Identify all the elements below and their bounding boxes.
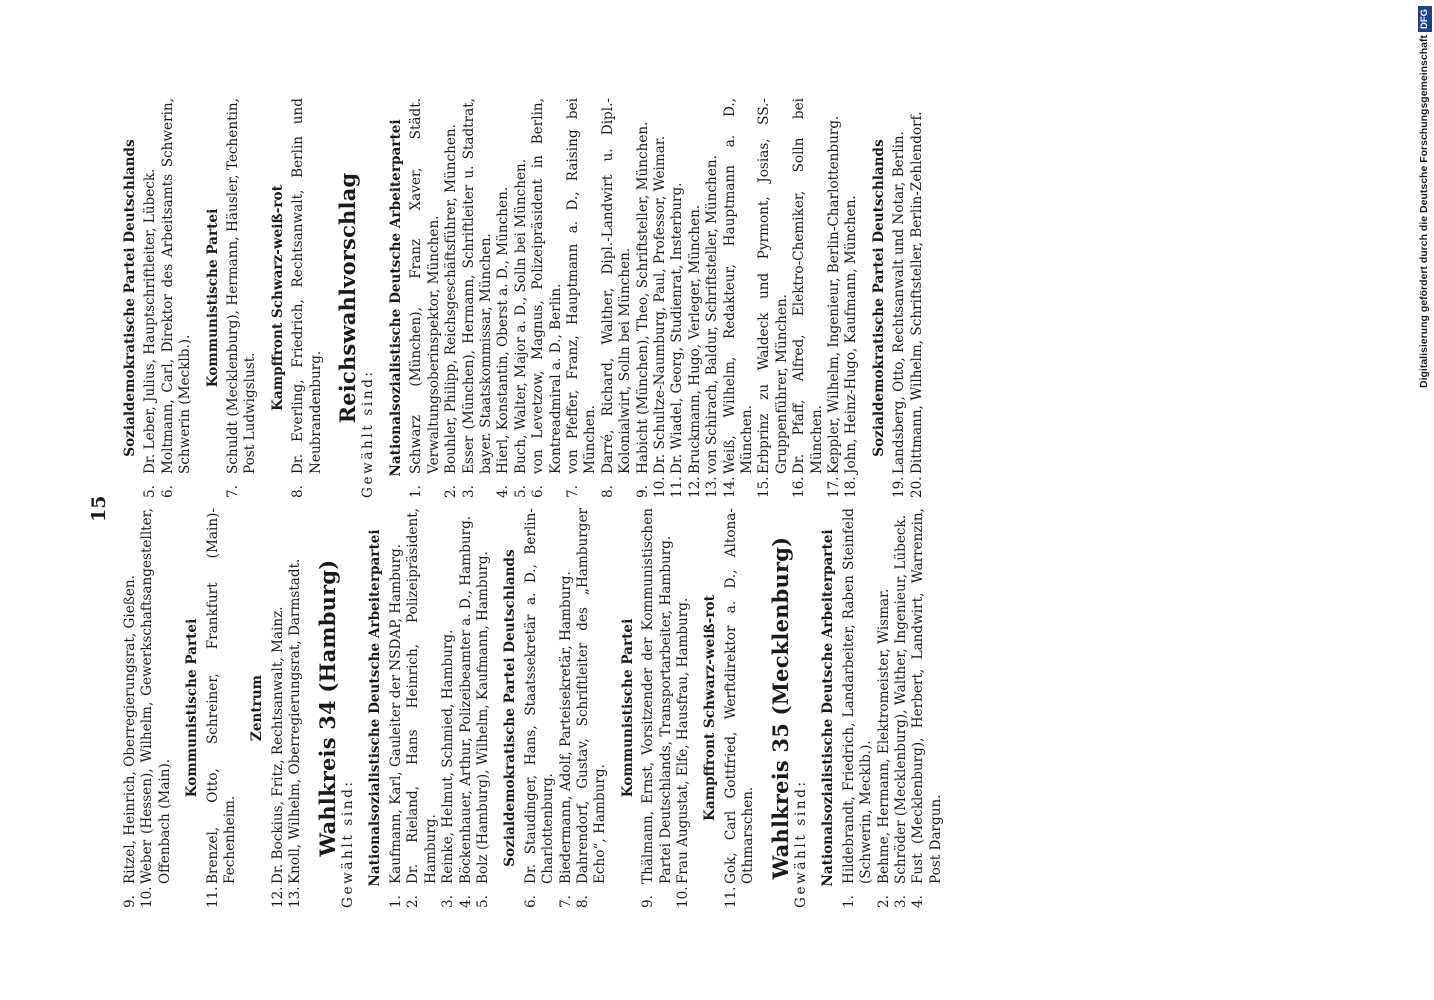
left-column — [122, 508, 945, 908]
list-item: 8. Dahrendorf, Gustav, Schriftleiter des „Hamburger Echo“, Hamburg. — [574, 508, 609, 908]
right-column — [122, 98, 926, 498]
page-number: 15 — [88, 495, 110, 522]
list-item: 5. Buch, Walter, Major a. D., Solln bei München. — [512, 158, 529, 498]
list-item: 9. Thälmann, Ernst, Vorsitzender der Kommunistischen Partei Deutschlands, Transportarbeiter, Hamburg. — [640, 508, 674, 908]
funding-note-text: Digitalisierung gefördert durch die Deutsche Forschungsgemeinschaft — [1418, 35, 1430, 388]
party-heading: Sozialdemokratische Partei Deutschlands — [502, 549, 519, 867]
party-heading: Kampffront Schwarz-weiß-rot — [702, 595, 719, 821]
elected-label: Gewählt sind: — [360, 369, 377, 498]
list-item: 4. Fust (Mecklenburg), Herbert, Landwirt, Warrenzin, Post Dargun. — [910, 508, 944, 908]
list-item: 4. Böckenhauer, Arthur, Polizeibeamter a. D., Hamburg. — [457, 515, 474, 908]
funding-note — [1417, 8, 1431, 388]
list-item: 6. von Levetzow, Magnus, Polizeipräsident in Berlin, Kontreadmiral a. D., Berlin. — [530, 98, 564, 498]
party-heading: Kommunistische Partei — [184, 618, 201, 798]
section-heading: Reichswahlvorschlag — [335, 172, 361, 424]
elected-label: Gewählt sind: — [340, 779, 357, 908]
list-item: 6. Moltmann, Carl, Direktor des Arbeitsamts Schwerin, Schwerin (Mecklb.). — [159, 98, 194, 498]
party-heading: Kommunistische Partei — [204, 208, 221, 388]
list-item: 5. Bolz (Hamburg), Wilhelm, Kaufmann, Hamburg. — [474, 551, 491, 908]
list-item: 11. Gok, Carl Gottfried, Werftdirektor a. D., Altona-Othmarschen. — [722, 508, 757, 908]
party-heading: Kommunistische Partei — [619, 618, 636, 798]
list-item: 2. Bouhler, Philipp, Reichsgeschäftsführer, München. — [443, 124, 460, 498]
list-item: 6. Dr. Staudinger, Hans, Staatssekretär a. D., Berlin-Charlottenburg. — [522, 508, 557, 908]
list-item: 13. von Schirach, Baldur, Schriftsteller, München. — [704, 155, 721, 498]
list-item: 17. Keppler, Wilhelm, Ingenieur, Berlin-Charlottenburg. — [826, 115, 843, 498]
list-item: 11. Dr. Wiadel, Georg, Studienrat, Insterburg. — [669, 182, 686, 498]
list-item: 2. Behme, Hermann, Elektromeister, Wismar. — [875, 588, 892, 908]
list-item: 8. Dr. Everling, Friedrich, Rechtsanwalt, Berlin und Neubrandenburg. — [290, 98, 324, 498]
list-item: 3. Esser (München), Hermann, Schriftleiter u. Stadtrat, bayer. Staatskommissar, München. — [460, 98, 494, 498]
list-item: 11. Brenzel, Otto, Schreiner, Frankfurt (Main)-Fechenheim. — [204, 508, 239, 908]
list-item: 1. Schwarz (München), Franz Xaver, Städt. Verwaltungsoberinspektor, München. — [408, 98, 442, 498]
list-item: 20. Dittmann, Wilhelm, Schriftsteller, Berlin-Zehlendorf. — [908, 111, 925, 498]
list-item: 3. Reinke, Helmut, Schmied, Hamburg. — [440, 629, 457, 908]
list-item: 1. Kaufmann, Karl, Gauleiter der NSDAP, Hamburg. — [387, 543, 404, 908]
list-item: 2. Dr. Rieland, Hans Heinrich, Polizeipräsident, Hamburg. — [405, 508, 439, 908]
list-item: 13. Knoll, Wilhelm, Oberregierungsrat, Darmstadt. — [287, 558, 304, 908]
list-item: 18. John, Heinz-Hugo, Kaufmann, München. — [843, 195, 860, 498]
list-item: 19. Landsberg, Otto, Rechtsanwalt und Notar, Berlin. — [891, 131, 908, 498]
list-item: 8. Darré, Richard, Walther, Dipl.-Landwirt u. Dipl.-Kolonialwirt, Solln bei München. — [599, 98, 634, 498]
list-item: 7. Biedermann, Adolf, Parteisekretär, Hamburg. — [557, 571, 574, 908]
list-item: 9. Ritzel, Heinrich, Oberregierungsrat, Gießen. — [122, 575, 138, 908]
list-item: 15. Erbprinz zu Waldeck und Pyrmont, Josias, SS.-Gruppenführer, München. — [756, 98, 790, 498]
party-heading: Sozialdemokratische Partei Deutschlands — [122, 139, 138, 457]
list-item: 7. Schuldt (Mecklenburg), Hermann, Häusler, Techentin, Post Ludwigslust. — [225, 98, 259, 498]
elected-label: Gewählt sind: — [793, 779, 809, 908]
list-item: 5. Dr. Leber, Julius, Hauptschriftleiter, Lübeck. — [142, 168, 159, 498]
dfg-logo: DFG — [1418, 6, 1432, 32]
list-item: 14. Weiß, Wilhelm, Redakteur, Hauptmann a. D., München. — [721, 98, 755, 498]
party-heading: Nationalsozialistische Deutsche Arbeiterpartei — [367, 529, 384, 887]
list-item: 12. Bruckmann, Hugo, Verleger, München. — [686, 204, 703, 498]
list-item: 1. Hildebrandt, Friedrich, Landarbeiter, Raben Steinfeld (Schwerin, Mecklb.). — [840, 508, 875, 908]
party-heading: Nationalsozialistische Deutsche Arbeiterpartei — [820, 529, 837, 887]
section-heading: Wahlkreis 35 (Mecklenburg) — [767, 536, 793, 880]
funding-sidebar — [1417, 8, 1431, 388]
list-item: 10. Dr. Schultze-Naumburg, Paul, Professor, Weimar. — [651, 135, 668, 498]
list-item: 10. Weber (Hessen), Wilhelm, Gewerkschaftsangestellter, Offenbach (Main). — [139, 508, 173, 908]
list-item: 3. Schröder (Mecklenburg), Walther, Ingenieur, Lübeck. — [893, 514, 910, 908]
list-item: 16. Dr. Pfaff, Alfred, Elektro-Chemiker, Solln bei München. — [791, 98, 825, 498]
party-heading: Zentrum — [249, 674, 266, 742]
list-item: 9. Habicht (München), Theo, Schriftsteller, München. — [634, 121, 651, 498]
list-item: 10. Frau Augustat, Elfe, Hausfrau, Hamburg. — [674, 597, 691, 908]
list-item: 7. von Pfeffer, Franz, Hauptmann a. D., Raising bei München. — [564, 98, 599, 498]
party-heading: Nationalsozialistische Deutsche Arbeiterpartei — [387, 119, 404, 477]
list-item: 4. Hierl, Konstantin, Oberst a. D., München. — [495, 186, 512, 498]
section-heading: Wahlkreis 34 (Hamburg) — [314, 559, 340, 857]
list-item: 12. Dr. Bockius, Fritz, Rechtsanwalt, Mainz. — [269, 606, 286, 908]
party-heading: Sozialdemokratische Partei Deutschlands — [870, 139, 887, 457]
party-heading: Kampffront Schwarz-weiß-rot — [269, 185, 286, 411]
